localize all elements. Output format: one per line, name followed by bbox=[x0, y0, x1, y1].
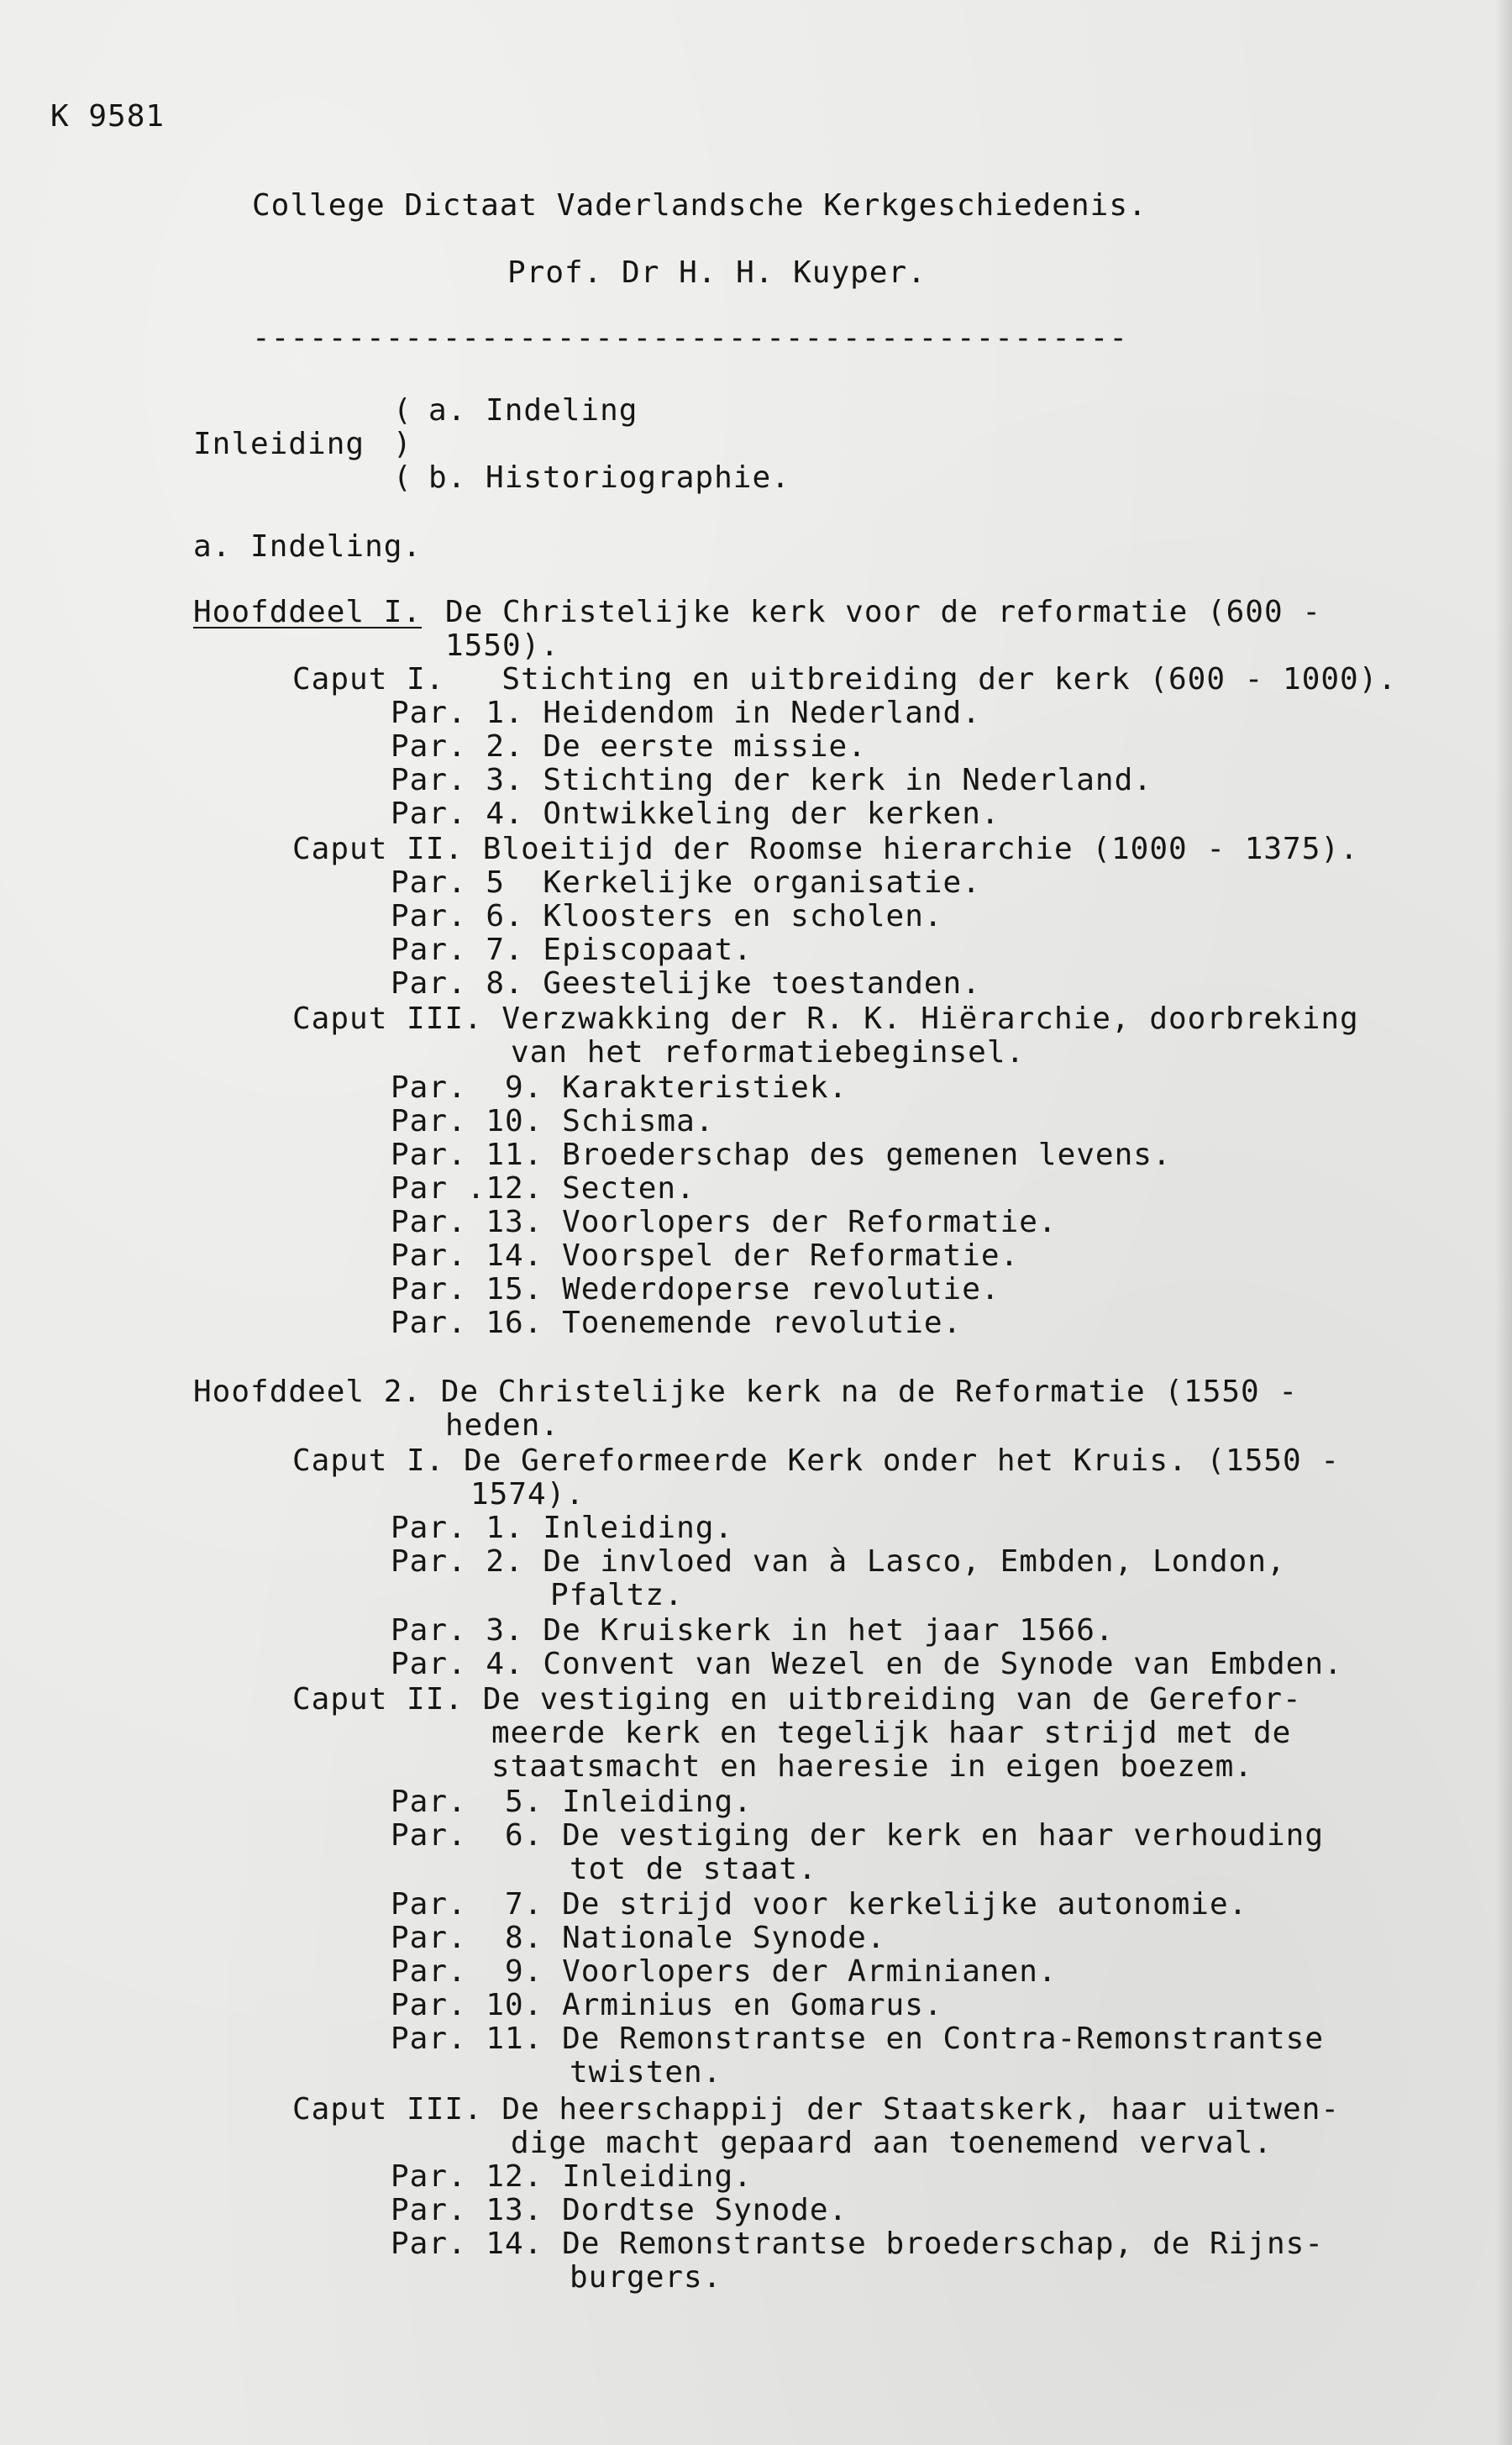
document-title: College Dictaat Vaderlandsche Kerkgeschiedenis. bbox=[252, 188, 1147, 223]
part2-par7: Par. 7. De strijd voor kerkelijke autonomie. bbox=[391, 1887, 1248, 1922]
separator-rule: ---------------------------------------------- bbox=[252, 321, 1128, 355]
intro-label: Inleiding bbox=[193, 427, 365, 461]
part1-par12: Par .12. Secten. bbox=[391, 1171, 696, 1206]
bracket-open-b: ( bbox=[393, 460, 412, 495]
part2-par3: Par. 3. De Kruiskerk in het jaar 1566. bbox=[391, 1613, 1115, 1648]
archive-code: K 9581 bbox=[50, 99, 165, 134]
part1-par1: Par. 1. Heidendom in Nederland. bbox=[391, 696, 981, 730]
part1-par2: Par. 2. De eerste missie. bbox=[391, 729, 867, 764]
part2-caput2: Caput II. De vestiging en uitbreiding van de Gerefor- bbox=[292, 1682, 1302, 1717]
part1-par13: Par. 13. Voorlopers der Reformatie. bbox=[391, 1205, 1058, 1239]
part1-par4: Par. 4. Ontwikkeling der kerken. bbox=[391, 797, 1000, 831]
page-edge-shadow bbox=[1495, 0, 1512, 2445]
part1-title-cont: 1550). bbox=[445, 628, 560, 663]
part2-par6: Par. 6. De vestiging der kerk en haar verhouding bbox=[391, 1818, 1325, 1853]
bracket-open-a: ( bbox=[393, 393, 412, 428]
part2-par11: Par. 11. De Remonstrantse en Contra-Remonstrantse bbox=[391, 2022, 1325, 2056]
part2-par2-cont: Pfaltz. bbox=[550, 1578, 684, 1612]
part2-par13: Par. 13. Dordtse Synode. bbox=[391, 2193, 848, 2227]
part1-caput3: Caput III. Verzwakking der R. K. Hiërarchie, doorbreking bbox=[292, 1002, 1359, 1036]
part1-par7: Par. 7. Episcopaat. bbox=[391, 933, 753, 967]
part2-par14-cont: burgers. bbox=[570, 2260, 722, 2295]
part2-par14: Par. 14. De Remonstrantse broederschap, de Rijns- bbox=[391, 2227, 1325, 2261]
part1-par9: Par. 9. Karakteristiek. bbox=[391, 1070, 848, 1105]
intro-item-b: b. Historiographie. bbox=[428, 460, 790, 495]
part1-par8: Par. 8. Geestelijke toestanden. bbox=[391, 966, 981, 1001]
part1-par10: Par. 10. Schisma. bbox=[391, 1104, 715, 1138]
part1-caput1: Caput I. Stichting en uitbreiding der kerk (600 - 1000). bbox=[292, 662, 1398, 697]
bracket-close: ) bbox=[393, 427, 412, 461]
part1-caput3-cont: van het reformatiebeginsel. bbox=[511, 1035, 1026, 1070]
part2-par2: Par. 2. De invloed van à Lasco, Embden, London, bbox=[391, 1544, 1286, 1579]
part2-caput3-cont: dige macht gepaard aan toenemend verval. bbox=[511, 2126, 1273, 2160]
part2-caput2-cont1: meerde kerk en tegelijk haar strijd met de bbox=[491, 1716, 1292, 1750]
part1-par16: Par. 16. Toenemende revolutie. bbox=[391, 1306, 963, 1340]
part1-par15: Par. 15. Wederdoperse revolutie. bbox=[391, 1272, 1000, 1307]
part1-par14: Par. 14. Voorspel der Reformatie. bbox=[391, 1238, 1020, 1273]
part1-title: De Christelijke kerk voor de reformatie (600 - bbox=[445, 595, 1321, 629]
part2-par9: Par. 9. Voorlopers der Arminianen. bbox=[391, 1954, 1058, 1989]
part2-par6-cont: tot de staat. bbox=[570, 1852, 817, 1886]
part2-caput1: Caput I. De Gereformeerde Kerk onder het Kruis. (1550 - bbox=[292, 1443, 1341, 1478]
part1-par6: Par. 6. Kloosters en scholen. bbox=[391, 899, 943, 933]
document-author: Prof. Dr H. H. Kuyper. bbox=[507, 255, 927, 290]
part2-caput3: Caput III. De heerschappij der Staatskerk, haar uitwen- bbox=[292, 2092, 1341, 2127]
intro-item-a: a. Indeling bbox=[428, 393, 638, 428]
part2-par10: Par. 10. Arminius en Gomarus. bbox=[391, 1988, 943, 2022]
part1-par5: Par. 5 Kerkelijke organisatie. bbox=[391, 865, 981, 900]
part2-par1: Par. 1. Inleiding. bbox=[391, 1511, 734, 1545]
subheading-indeling: a. Indeling. bbox=[193, 529, 423, 564]
part2-caput1-cont: 1574). bbox=[470, 1477, 585, 1512]
part2-par8: Par. 8. Nationale Synode. bbox=[391, 1921, 886, 1955]
part2-par4: Par. 4. Convent van Wezel en de Synode van Embden. bbox=[391, 1647, 1343, 1681]
part2-par11-cont: twisten. bbox=[570, 2055, 722, 2090]
part1-label: Hoofddeel I. bbox=[193, 595, 423, 629]
part1-par3: Par. 3. Stichting der kerk in Nederland. bbox=[391, 763, 1152, 797]
part2-par12: Par. 12. Inleiding. bbox=[391, 2159, 753, 2194]
part2-title-cont: heden. bbox=[445, 1408, 560, 1443]
part2-title: Hoofddeel 2. De Christelijke kerk na de Reformatie (1550 - bbox=[193, 1375, 1299, 1409]
part1-caput2: Caput II. Bloeitijd der Roomse hierarchie (1000 - 1375). bbox=[292, 832, 1359, 866]
part2-par5: Par. 5. Inleiding. bbox=[391, 1785, 753, 1819]
part2-caput2-cont2: staatsmacht en haeresie in eigen boezem. bbox=[491, 1749, 1253, 1784]
part1-par11: Par. 11. Broederschap des gemenen levens. bbox=[391, 1138, 1172, 1172]
